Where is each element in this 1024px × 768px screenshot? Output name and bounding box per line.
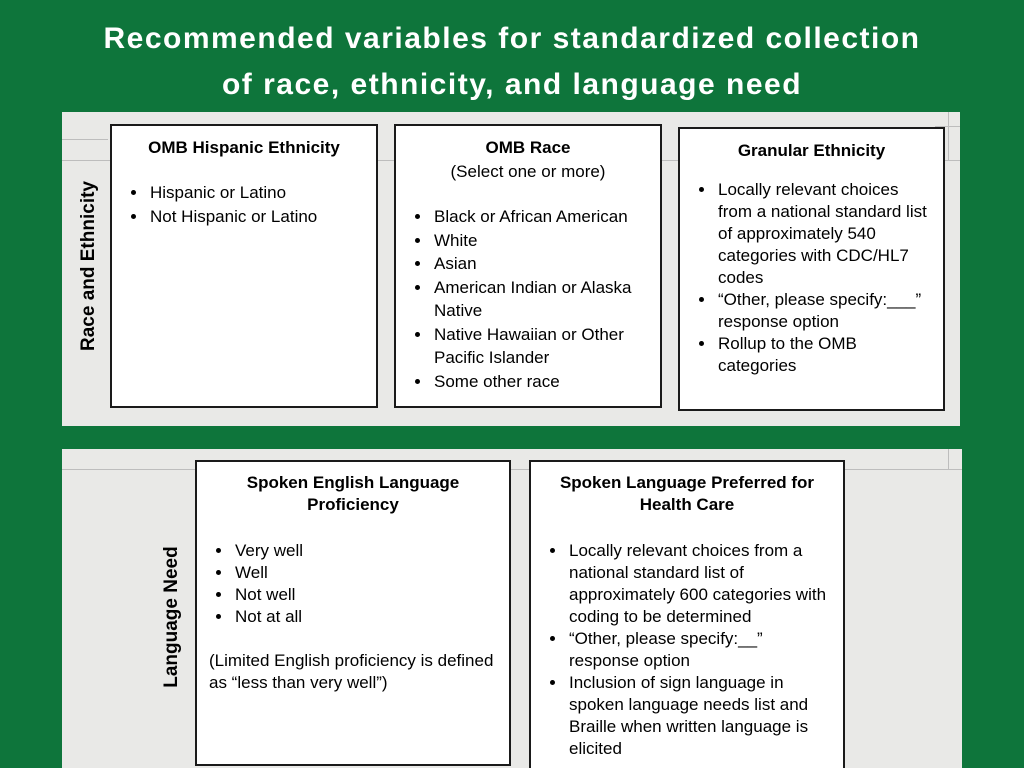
bullet-item: • Very well — [233, 540, 497, 562]
box-granular-ethnicity — [678, 127, 945, 411]
box-title: OMB Hispanic Ethnicity — [148, 138, 340, 157]
bullet-item: • Inclusion of sign language in spoken language needs list and Braille when written language is elicited — [567, 672, 831, 760]
box-title: Granular Ethnicity — [737, 141, 886, 160]
box-spoken-language-preferred-for-health-care — [529, 460, 845, 768]
bullet-item: • American Indian or Alaska Native — [432, 276, 648, 323]
bullet-item: • Black or African American — [432, 205, 648, 229]
box-title: Spoken English Language Proficiency — [246, 473, 460, 514]
bullet-item: • Locally relevant choices from a national standard list of approximately 540 categories with CDC/HL7 codes — [716, 179, 931, 289]
box-title: Spoken Language Preferred for Health Care — [559, 473, 815, 514]
bullet-list — [408, 205, 648, 393]
bullet-item: • Rollup to the OMB categories — [716, 333, 931, 377]
bullet-item: • Not at all — [233, 606, 497, 628]
box-title: OMB Race — [485, 138, 571, 157]
bullet-item: • “Other, please specify:___” response option — [716, 289, 931, 333]
bullet-item: • Well — [233, 562, 497, 584]
bullet-item: • Not well — [233, 584, 497, 606]
title-line-1: Recommended variables for standardized collection — [103, 22, 921, 55]
bullet-list — [124, 181, 364, 228]
bullet-item: • Some other race — [432, 370, 648, 394]
box-omb-hispanic-ethnicity — [110, 124, 378, 408]
bullet-list — [692, 179, 931, 377]
bullet-item: • Locally relevant choices from a national standard list of approximately 600 categories with coding to be determined — [567, 540, 831, 628]
bullet-list — [543, 540, 831, 760]
gridline-upper-vertical — [948, 112, 949, 160]
box-omb-race — [394, 124, 662, 408]
bullet-item: • White — [432, 229, 648, 253]
bullet-item: • Native Hawaiian or Other Pacific Islander — [432, 323, 648, 370]
bullet-list — [209, 540, 497, 628]
bullet-item: • Not Hispanic or Latino — [148, 205, 364, 229]
bullet-item: • Asian — [432, 252, 648, 276]
title-line-2: of race, ethnicity, and language need — [221, 68, 803, 101]
gridline-lower-vertical — [948, 449, 949, 469]
slide-title — [0, 16, 1024, 108]
box-note: (Limited English proficiency is defined as “less than very well”) — [209, 651, 494, 692]
box-subtitle: (Select one or more) — [450, 162, 606, 181]
bullet-item: • Hispanic or Latino — [148, 181, 364, 205]
box-spoken-english-language-proficiency — [195, 460, 511, 766]
row-label-race-and-ethnicity: Race and Ethnicity — [78, 181, 99, 351]
row-label-language-need: Language Need — [161, 546, 182, 688]
bullet-item: • “Other, please specify:__” response option — [567, 628, 831, 672]
